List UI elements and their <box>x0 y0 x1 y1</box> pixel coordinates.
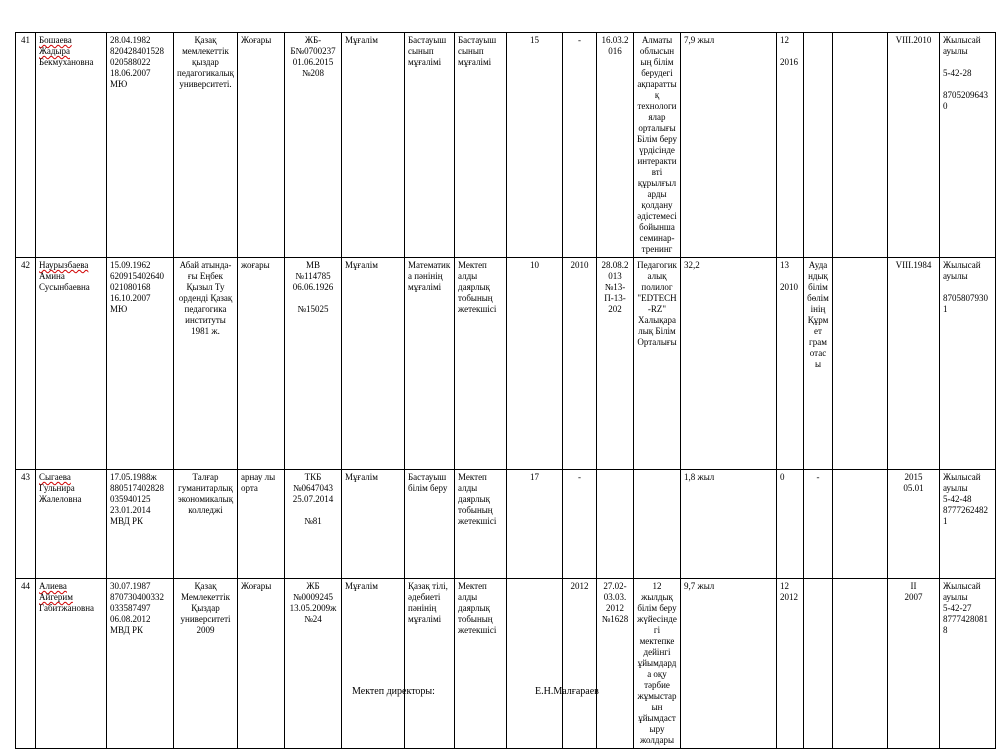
cell-position: Мектеп алды даярлық тобының жетекшісі <box>455 258 507 470</box>
cell-name <box>36 33 107 258</box>
staff-document <box>15 32 988 749</box>
name-first: Наурызбаева <box>39 260 89 270</box>
name-rest: Гульнира Жалеловна <box>39 483 82 504</box>
cell-ids: 17.05.1988ж 880517402828 035940125 23.01.2014 МВД РК <box>107 470 174 579</box>
cell-courses: Алматы облысының білім берудегі ақпараттық технологиялар орталығы Білім беру үрдісінде интерактивті құрылғыларды қолдану әдістемесі бойынша семинар-тренинг <box>634 33 681 258</box>
cell-courses: 12 жылдық білім беру жүйесіндегі мектепке дейінгі ұйымдарда оқу тәрбие жұмыстарын ұйымдастыру жолдары <box>634 579 681 749</box>
name-first: Алиева Айгерим <box>39 581 73 602</box>
cell-empty <box>833 33 888 258</box>
cell-awards: Аудандық білім бөлімінің Құрмет грамотасы <box>804 258 833 470</box>
cell-total-exp: 32,2 <box>681 258 777 470</box>
cell-qualification: Мұғалім <box>342 33 405 258</box>
cell-education: Жоғары <box>238 579 285 749</box>
cell-exp-year: 0 <box>777 470 804 579</box>
cell-diploma: ТКБ №0647043 25.07.2014 №81 <box>285 470 342 579</box>
cell-specialty: Қазақ тілі, әдебиеті пәнінің мұғалімі <box>405 579 455 749</box>
cell-total-exp: 7,9 жыл <box>681 33 777 258</box>
cell-num: 42 <box>16 258 36 470</box>
cell-education: жоғары <box>238 258 285 470</box>
staff-table <box>15 32 996 749</box>
cell-qualification: Мұғалім <box>342 470 405 579</box>
cell-education: Жоғары <box>238 33 285 258</box>
cell-name <box>36 258 107 470</box>
cell-experience <box>507 579 563 749</box>
name-first: Сыгаева <box>39 472 71 482</box>
cell-specialty: Бастауыш сынып мұғалімі <box>405 33 455 258</box>
cell-position: Бастауыш сынып мұғалімі <box>455 33 507 258</box>
cell-address: Жылысай ауылы 5-42-28 87052096430 <box>940 33 996 258</box>
cell-school-since: VIII.1984 <box>888 258 940 470</box>
cell-address: Жылысай ауылы 5-42-48 87772624821 <box>940 470 996 579</box>
cell-category: 2012 <box>563 579 597 749</box>
cell-cat-order: 27.02-03.03. 2012 №1628 <box>597 579 634 749</box>
cell-total-exp: 9,7 жыл <box>681 579 777 749</box>
cell-exp-year: 12 2016 <box>777 33 804 258</box>
table-row <box>16 33 996 258</box>
cell-qualification: Мұғалім <box>342 258 405 470</box>
cell-experience: 17 <box>507 470 563 579</box>
cell-num: 44 <box>16 579 36 749</box>
cell-awards <box>804 33 833 258</box>
cell-ids: 28.04.1982 820428401528 020588022 18.06.2007 МЮ <box>107 33 174 258</box>
cell-empty <box>833 258 888 470</box>
cell-institution: Талғар гуманитарлық экономикалық колледжі <box>174 470 238 579</box>
cell-cat-order: 28.08.2013 №13-П-13-202 <box>597 258 634 470</box>
cell-school-since: VIII.2010 <box>888 33 940 258</box>
cell-category: - <box>563 470 597 579</box>
cell-awards <box>804 579 833 749</box>
cell-exp-year: 12 2012 <box>777 579 804 749</box>
cell-category: - <box>563 33 597 258</box>
cell-education: арнау лы орта <box>238 470 285 579</box>
director-label: Мектеп директоры: <box>352 686 435 697</box>
cell-position: Мектеп алды даярлық тобының жетекшісі <box>455 579 507 749</box>
cell-diploma: МВ №114785 06.06.1926 №15025 <box>285 258 342 470</box>
cell-diploma: ЖБ №0009245 13.05.2009ж №24 <box>285 579 342 749</box>
cell-institution: Қазақ мемлекеттік қыздар педагогикалық университеті. <box>174 33 238 258</box>
cell-exp-year: 13 2010 <box>777 258 804 470</box>
cell-qualification: Мұғалім <box>342 579 405 749</box>
cell-institution: Қазақ Мемлекеттік Қыздар университеті 2009 <box>174 579 238 749</box>
cell-num: 43 <box>16 470 36 579</box>
cell-specialty: Бастауыш білім беру <box>405 470 455 579</box>
name-rest: Бекмухановна <box>39 57 94 67</box>
cell-position: Мектеп алды даярлық тобының жетекшісі <box>455 470 507 579</box>
cell-diploma: ЖБ-Б№0700237 01.06.2015 №208 <box>285 33 342 258</box>
table-row <box>16 470 996 579</box>
cell-ids: 30.07.1987 870730400332 033587497 06.08.2012 МВД РК <box>107 579 174 749</box>
cell-school-since: 2015 05.01 <box>888 470 940 579</box>
cell-num: 41 <box>16 33 36 258</box>
cell-address: Жылысай ауылы 5-42-27 87774280818 <box>940 579 996 749</box>
cell-cat-order <box>597 470 634 579</box>
cell-awards: - <box>804 470 833 579</box>
cell-cat-order: 16.03.2016 <box>597 33 634 258</box>
cell-institution: Абай атында-ғы Еңбек Қызыл Ту орденді Қазақ педагогика институты 1981 ж. <box>174 258 238 470</box>
cell-empty <box>833 579 888 749</box>
cell-specialty: Математика пәнінің мұғалімі <box>405 258 455 470</box>
cell-ids: 15.09.1962 620915402640 021080168 16.10.2007 МЮ <box>107 258 174 470</box>
name-first: Бошаева Жадыра <box>39 35 72 56</box>
director-name: Е.Н.Малғараев <box>535 686 599 697</box>
cell-name <box>36 470 107 579</box>
cell-courses: Педагогикалық полилог "EDTECH-RZ" Халықаралық Білім Орталығы <box>634 258 681 470</box>
name-rest: Габитжановна <box>39 603 95 613</box>
name-rest: Амина Сусынбаевна <box>39 271 90 292</box>
cell-experience: 10 <box>507 258 563 470</box>
cell-courses <box>634 470 681 579</box>
cell-school-since: II 2007 <box>888 579 940 749</box>
table-row <box>16 258 996 470</box>
cell-empty <box>833 470 888 579</box>
cell-experience: 15 <box>507 33 563 258</box>
cell-name <box>36 579 107 749</box>
cell-total-exp: 1,8 жыл <box>681 470 777 579</box>
cell-category: 2010 <box>563 258 597 470</box>
cell-address: Жылысай ауылы 87058079301 <box>940 258 996 470</box>
table-row <box>16 579 996 749</box>
